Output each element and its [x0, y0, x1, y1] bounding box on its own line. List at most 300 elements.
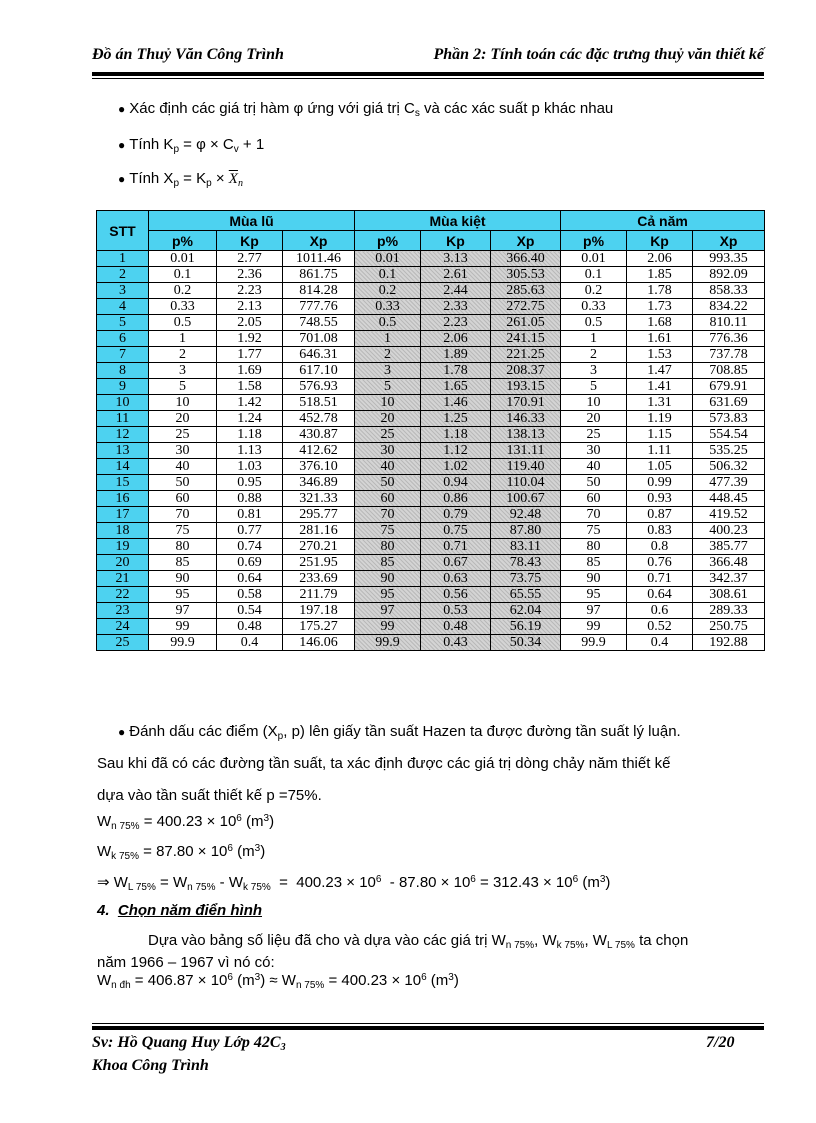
stt-cell: 9 [97, 379, 149, 395]
table-row [97, 379, 765, 395]
table-cell: 250.75 [693, 619, 765, 635]
table-cell: 305.53 [491, 267, 561, 283]
table-cell: 1.25 [421, 411, 491, 427]
table-cell: 993.35 [693, 251, 765, 267]
table-cell: 1011.46 [283, 251, 355, 267]
table-cell: 146.06 [283, 635, 355, 651]
table-cell: 99.9 [355, 635, 421, 651]
footer-rule-thick [92, 1026, 764, 1030]
table-row [97, 331, 765, 347]
table-row [97, 411, 765, 427]
table-cell: 1.58 [217, 379, 283, 395]
table-cell: 0.33 [149, 299, 217, 315]
table-cell: 400.23 [693, 523, 765, 539]
stt-cell: 21 [97, 571, 149, 587]
table-cell: 2 [149, 347, 217, 363]
table-cell: 3.13 [421, 251, 491, 267]
stt-cell: 13 [97, 443, 149, 459]
table-cell: 99 [355, 619, 421, 635]
table-cell: 75 [149, 523, 217, 539]
table-cell: 1.42 [217, 395, 283, 411]
table-cell: 40 [355, 459, 421, 475]
table-cell: 2.36 [217, 267, 283, 283]
table-cell: 119.40 [491, 459, 561, 475]
table-cell: 0.95 [217, 475, 283, 491]
col-header: Xp [693, 231, 765, 251]
table-cell: 2.05 [217, 315, 283, 331]
stt-cell: 18 [97, 523, 149, 539]
table-cell: 617.10 [283, 363, 355, 379]
table-cell: 346.89 [283, 475, 355, 491]
table-cell: 858.33 [693, 283, 765, 299]
table-cell: 92.48 [491, 507, 561, 523]
table-cell: 342.37 [693, 571, 765, 587]
col-header: Kp [421, 231, 491, 251]
table-cell: 90 [355, 571, 421, 587]
stt-cell: 7 [97, 347, 149, 363]
table-cell: 197.18 [283, 603, 355, 619]
table-cell: 1.85 [627, 267, 693, 283]
table-cell: 506.32 [693, 459, 765, 475]
table-cell: 1.78 [627, 283, 693, 299]
table-cell: 0.01 [149, 251, 217, 267]
paragraph-line: Sau khi đã có các đường tần suất, ta xác định được các giá trị dòng chảy năm thiết kế [97, 755, 671, 772]
page-header [92, 44, 764, 68]
bullet-phi: ● Xác định các giá trị hàm φ ứng với giá trị $C_s$ và các xác suất p khác nhau [118, 100, 614, 119]
table-cell: 70 [355, 507, 421, 523]
section-line: Dựa vào bảng số liệu đã cho và dựa vào các giá trị $W_{n 75\%}$, $W_{k 75\%}$, $W_{L 75\%}$ ta chọn [148, 932, 689, 951]
footer-rule-thin [92, 1023, 764, 1024]
table-cell: 1.92 [217, 331, 283, 347]
stt-cell: 24 [97, 619, 149, 635]
col-header: Xp [491, 231, 561, 251]
table-cell: 385.77 [693, 539, 765, 555]
table-row [97, 363, 765, 379]
table-cell: 80 [149, 539, 217, 555]
table-cell: 1.61 [627, 331, 693, 347]
table-cell: 261.05 [491, 315, 561, 331]
stt-header: STT [97, 211, 149, 251]
stt-cell: 23 [97, 603, 149, 619]
table-cell: 146.33 [491, 411, 561, 427]
table-cell: 1 [355, 331, 421, 347]
table-cell: 834.22 [693, 299, 765, 315]
table-cell: 40 [561, 459, 627, 475]
table-cell: 85 [561, 555, 627, 571]
table-row [97, 587, 765, 603]
table-cell: 95 [561, 587, 627, 603]
table-cell: 0.79 [421, 507, 491, 523]
table-cell: 0.88 [217, 491, 283, 507]
formula-wn: $W_{n 75\%} = 400.23 \times 10^6$ $(m^3)$ [97, 813, 275, 832]
table-cell: 40 [149, 459, 217, 475]
table-cell: 289.33 [693, 603, 765, 619]
bullet-kp: ● Tính $K_p = \varphi \times C_v + 1$ [118, 136, 265, 155]
table-cell: 1.19 [627, 411, 693, 427]
table-cell: 0.6 [627, 603, 693, 619]
table-cell: 95 [149, 587, 217, 603]
table-cell: 251.95 [283, 555, 355, 571]
table-cell: 99.9 [149, 635, 217, 651]
table-cell: 97 [355, 603, 421, 619]
table-cell: 0.48 [217, 619, 283, 635]
table-cell: 100.67 [491, 491, 561, 507]
table-cell: 233.69 [283, 571, 355, 587]
col-header: p% [355, 231, 421, 251]
table-cell: 0.74 [217, 539, 283, 555]
table-cell: 0.8 [627, 539, 693, 555]
table-cell: 0.77 [217, 523, 283, 539]
stt-cell: 10 [97, 395, 149, 411]
table-cell: 0.33 [355, 299, 421, 315]
table-cell: 0.01 [355, 251, 421, 267]
table-cell: 1.68 [627, 315, 693, 331]
table-row [97, 523, 765, 539]
table-cell: 2.61 [421, 267, 491, 283]
table-cell: 0.1 [561, 267, 627, 283]
table-cell: 1.24 [217, 411, 283, 427]
table-cell: 30 [149, 443, 217, 459]
table-row [97, 475, 765, 491]
table-cell: 60 [355, 491, 421, 507]
bullet-hazen: ● Đánh dấu các điểm ($X_p$, p) lên giấy tần suất Hazen ta được đường tần suất lý luận. [118, 723, 681, 742]
table-cell: 2 [355, 347, 421, 363]
table-body [97, 251, 765, 651]
table-cell: 62.04 [491, 603, 561, 619]
table-cell: 308.61 [693, 587, 765, 603]
header-rule-thin [92, 78, 764, 79]
table-cell: 776.36 [693, 331, 765, 347]
table-cell: 631.69 [693, 395, 765, 411]
table-cell: 90 [561, 571, 627, 587]
header-rule-thick [92, 72, 764, 76]
table-cell: 419.52 [693, 507, 765, 523]
table-cell: 1.73 [627, 299, 693, 315]
table-row [97, 443, 765, 459]
table-row [97, 315, 765, 331]
col-header: Xp [283, 231, 355, 251]
table-cell: 1.03 [217, 459, 283, 475]
table-cell: 0.71 [421, 539, 491, 555]
table-cell: 110.04 [491, 475, 561, 491]
table-cell: 0.2 [149, 283, 217, 299]
table-cell: 0.63 [421, 571, 491, 587]
table-row [97, 539, 765, 555]
stt-cell: 11 [97, 411, 149, 427]
stt-cell: 19 [97, 539, 149, 555]
stt-cell: 8 [97, 363, 149, 379]
stt-cell: 25 [97, 635, 149, 651]
table-cell: 0.94 [421, 475, 491, 491]
stt-cell: 3 [97, 283, 149, 299]
table-cell: 777.76 [283, 299, 355, 315]
bullet-xp: ● Tính $X_p = K_p \times \overline{X}_n$ [118, 170, 243, 189]
table-cell: 131.11 [491, 443, 561, 459]
table-cell: 10 [149, 395, 217, 411]
table-cell: 0.2 [561, 283, 627, 299]
table-cell: 60 [149, 491, 217, 507]
table-cell: 2.13 [217, 299, 283, 315]
table-cell: 2.77 [217, 251, 283, 267]
table-cell: 99 [149, 619, 217, 635]
table-cell: 3 [355, 363, 421, 379]
header-right: Phần 2: Tính toán các đặc trưng thuỷ văn thiết kế [433, 46, 764, 63]
table-cell: 0.43 [421, 635, 491, 651]
table-cell: 83.11 [491, 539, 561, 555]
table-cell: 810.11 [693, 315, 765, 331]
table-row [97, 267, 765, 283]
table-cell: 211.79 [283, 587, 355, 603]
table-cell: 85 [149, 555, 217, 571]
table-cell: 1.77 [217, 347, 283, 363]
table-cell: 25 [355, 427, 421, 443]
table-cell: 80 [561, 539, 627, 555]
table-cell: 737.78 [693, 347, 765, 363]
table-cell: 2 [561, 347, 627, 363]
table-cell: 1.11 [627, 443, 693, 459]
table-cell: 1.78 [421, 363, 491, 379]
frequency-table [96, 210, 765, 651]
page-number: 7/20 [706, 1034, 735, 1051]
table-cell: 5 [149, 379, 217, 395]
stt-cell: 17 [97, 507, 149, 523]
table-cell: 75 [561, 523, 627, 539]
table-cell: 208.37 [491, 363, 561, 379]
table-row [97, 571, 765, 587]
table-cell: 60 [561, 491, 627, 507]
table-row [97, 507, 765, 523]
table-cell: 0.54 [217, 603, 283, 619]
table-cell: 3 [149, 363, 217, 379]
table-row [97, 619, 765, 635]
table-cell: 0.1 [355, 267, 421, 283]
table-cell: 554.54 [693, 427, 765, 443]
table-cell: 5 [355, 379, 421, 395]
table-cell: 748.55 [283, 315, 355, 331]
table-cell: 1.31 [627, 395, 693, 411]
table-cell: 87.80 [491, 523, 561, 539]
table-cell: 1.15 [627, 427, 693, 443]
table-cell: 1.02 [421, 459, 491, 475]
table-cell: 708.85 [693, 363, 765, 379]
table-cell: 1.89 [421, 347, 491, 363]
table-cell: 701.08 [283, 331, 355, 347]
table-row [97, 491, 765, 507]
table-cell: 20 [355, 411, 421, 427]
table-row [97, 283, 765, 299]
table-cell: 452.78 [283, 411, 355, 427]
table-cell: 50 [561, 475, 627, 491]
table-cell: 272.75 [491, 299, 561, 315]
table-cell: 1.47 [627, 363, 693, 379]
stt-cell: 2 [97, 267, 149, 283]
table-cell: 270.21 [283, 539, 355, 555]
table-row [97, 251, 765, 267]
table-cell: 861.75 [283, 267, 355, 283]
table-cell: 30 [561, 443, 627, 459]
table-cell: 20 [149, 411, 217, 427]
table-cell: 477.39 [693, 475, 765, 491]
table-cell: 20 [561, 411, 627, 427]
footer-faculty: Khoa Công Trình [92, 1057, 209, 1074]
bullet-icon: ● [118, 172, 126, 186]
table-row [97, 603, 765, 619]
table-row [97, 347, 765, 363]
table-cell: 0.81 [217, 507, 283, 523]
table-cell: 70 [561, 507, 627, 523]
table-cell: 0.5 [149, 315, 217, 331]
table-cell: 10 [355, 395, 421, 411]
table-cell: 518.51 [283, 395, 355, 411]
table-cell: 0.75 [421, 523, 491, 539]
table-cell: 1.13 [217, 443, 283, 459]
table-cell: 1.41 [627, 379, 693, 395]
table-cell: 412.62 [283, 443, 355, 459]
table-cell: 679.91 [693, 379, 765, 395]
table-cell: 321.33 [283, 491, 355, 507]
table-cell: 573.83 [693, 411, 765, 427]
table-cell: 0.64 [627, 587, 693, 603]
stt-cell: 5 [97, 315, 149, 331]
table-cell: 0.4 [627, 635, 693, 651]
table-row [97, 299, 765, 315]
stt-cell: 14 [97, 459, 149, 475]
table-cell: 0.1 [149, 267, 217, 283]
table-cell: 0.56 [421, 587, 491, 603]
table-cell: 192.88 [693, 635, 765, 651]
stt-cell: 4 [97, 299, 149, 315]
stt-cell: 16 [97, 491, 149, 507]
table-cell: 73.75 [491, 571, 561, 587]
group-header: Cả năm [561, 211, 765, 231]
table-cell: 1.12 [421, 443, 491, 459]
table-cell: 80 [355, 539, 421, 555]
col-header: p% [149, 231, 217, 251]
section-heading: 4. Chọn năm điển hình [97, 902, 263, 919]
group-header: Mùa lũ [149, 211, 355, 231]
table-cell: 0.93 [627, 491, 693, 507]
table-cell: 0.87 [627, 507, 693, 523]
table-cell: 1.18 [217, 427, 283, 443]
table-cell: 1.46 [421, 395, 491, 411]
bullet-icon: ● [118, 138, 126, 152]
implies-icon: ⇒ [97, 874, 110, 891]
table-cell: 2.33 [421, 299, 491, 315]
table-cell: 138.13 [491, 427, 561, 443]
table-cell: 97 [561, 603, 627, 619]
table-row [97, 555, 765, 571]
formula-wl: ⇒ $W_{L 75\%} = W_{n 75\%} - W_{k 75\%} = 400.23 \times 10^6 - 87.80 \times 10^6 = 312.43 \times 10^6$ $(m^3)$ [97, 874, 611, 893]
table-cell: 25 [561, 427, 627, 443]
table-cell: 0.99 [627, 475, 693, 491]
table-cell: 99 [561, 619, 627, 635]
table-cell: 25 [149, 427, 217, 443]
table-cell: 241.15 [491, 331, 561, 347]
table-cell: 1 [561, 331, 627, 347]
table-cell: 2.23 [217, 283, 283, 299]
table-cell: 0.48 [421, 619, 491, 635]
table-cell: 65.55 [491, 587, 561, 603]
table-cell: 2.44 [421, 283, 491, 299]
table-cell: 99.9 [561, 635, 627, 651]
table-cell: 281.16 [283, 523, 355, 539]
table-cell: 0.71 [627, 571, 693, 587]
table-cell: 0.86 [421, 491, 491, 507]
section-line: $W_{n đh} = 406.87 \times 10^6$ $(m^3) \approx W_{n 75\%} = 400.23 \times 10^6$ $(m^3)$ [97, 972, 459, 991]
table-cell: 50 [355, 475, 421, 491]
paragraph-line: dựa vào tần suất thiết kế p =75%. [97, 787, 322, 804]
table-cell: 1.18 [421, 427, 491, 443]
col-header: Kp [217, 231, 283, 251]
table-cell: 75 [355, 523, 421, 539]
section-line: năm 1966 – 1967 vì nó có: [97, 954, 275, 971]
table-cell: 535.25 [693, 443, 765, 459]
table-cell: 448.45 [693, 491, 765, 507]
table-cell: 0.5 [561, 315, 627, 331]
table-cell: 295.77 [283, 507, 355, 523]
table-cell: 0.4 [217, 635, 283, 651]
table-cell: 5 [561, 379, 627, 395]
table-row [97, 459, 765, 475]
table-cell: 1.69 [217, 363, 283, 379]
table-cell: 1.65 [421, 379, 491, 395]
col-header: Kp [627, 231, 693, 251]
table-cell: 3 [561, 363, 627, 379]
table-cell: 1 [149, 331, 217, 347]
table-cell: 0.69 [217, 555, 283, 571]
table-cell: 892.09 [693, 267, 765, 283]
table-cell: 10 [561, 395, 627, 411]
table-cell: 90 [149, 571, 217, 587]
table-cell: 366.40 [491, 251, 561, 267]
table-cell: 0.5 [355, 315, 421, 331]
table-cell: 50 [149, 475, 217, 491]
table-cell: 814.28 [283, 283, 355, 299]
table-cell: 221.25 [491, 347, 561, 363]
table-cell: 0.58 [217, 587, 283, 603]
table-cell: 56.19 [491, 619, 561, 635]
table-row [97, 395, 765, 411]
table-cell: 646.31 [283, 347, 355, 363]
col-header: p% [561, 231, 627, 251]
table-cell: 2.23 [421, 315, 491, 331]
stt-cell: 1 [97, 251, 149, 267]
table-cell: 70 [149, 507, 217, 523]
table-cell: 95 [355, 587, 421, 603]
table-cell: 50.34 [491, 635, 561, 651]
table-cell: 430.87 [283, 427, 355, 443]
table-cell: 85 [355, 555, 421, 571]
table-cell: 0.83 [627, 523, 693, 539]
table-cell: 0.52 [627, 619, 693, 635]
table-cell: 0.33 [561, 299, 627, 315]
table-cell: 170.91 [491, 395, 561, 411]
formula-wk: $W_{k 75\%} = 87.80 \times 10^6$ $(m^3)$ [97, 843, 266, 862]
table-cell: 0.67 [421, 555, 491, 571]
table-row [97, 427, 765, 443]
footer-author: Sv: Hồ Quang Huy Lớp $42C_3$ [92, 1034, 286, 1053]
table-cell: 1.05 [627, 459, 693, 475]
table-cell: 0.01 [561, 251, 627, 267]
group-header: Mùa kiệt [355, 211, 561, 231]
table-cell: 2.06 [627, 251, 693, 267]
table-cell: 366.48 [693, 555, 765, 571]
table-cell: 97 [149, 603, 217, 619]
stt-cell: 22 [97, 587, 149, 603]
table-cell: 0.2 [355, 283, 421, 299]
stt-cell: 20 [97, 555, 149, 571]
table-cell: 0.53 [421, 603, 491, 619]
